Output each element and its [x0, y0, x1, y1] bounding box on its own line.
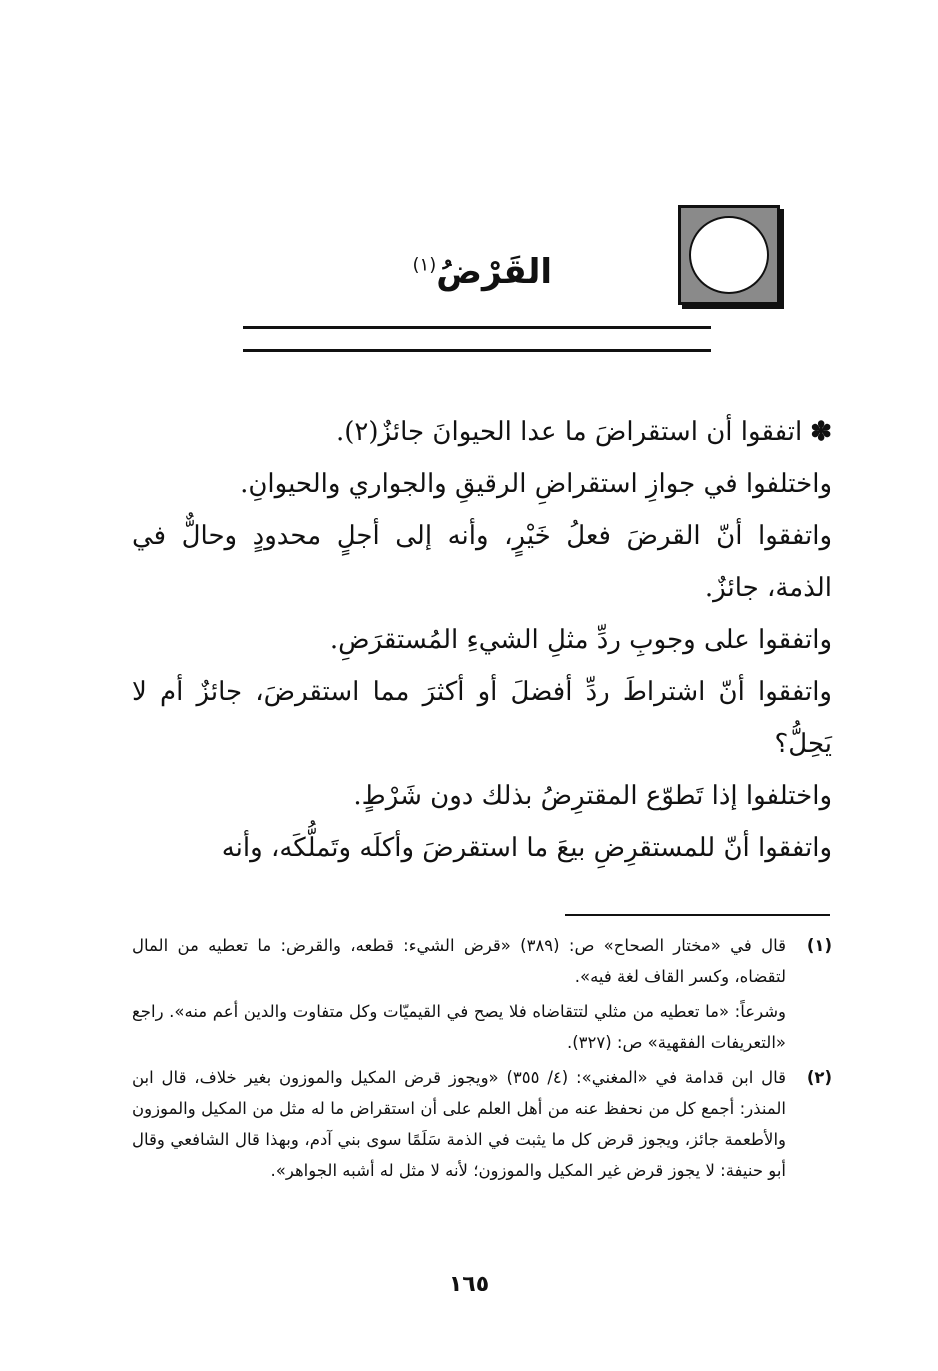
paragraph-text: واتفقوا على وجوبِ ردِّ مثلِ الشيءِ المُستقرَضِ. [329, 625, 832, 655]
chapter-title-text: القَرْضُ [436, 252, 552, 292]
title-rule-bottom [243, 349, 711, 352]
page-number: ١٦٥ [448, 1272, 490, 1297]
footnote-1 [132, 930, 832, 992]
ornament-circle [689, 216, 769, 294]
chapter-title-footnote-ref: (١) [412, 254, 437, 276]
footnote-2 [132, 1062, 832, 1186]
paragraph-text: واتفقوا أنّ اشتراطَ ردِّ أفضلَ أو أكثرَ مما استقرضَ، جائزٌ أم لا يَحِلُّ؟ [132, 677, 832, 759]
paragraph [132, 666, 832, 770]
footnote-text: وشرعاً: «ما تعطيه من مثلي لتتقاضاه فلا يصح في القيميّات وكل متفاوت والدين أعم منه». راجع «التعريفات الفقهية» ص: (٣٢٧). [132, 1002, 786, 1052]
paragraph [132, 770, 832, 822]
footnotes [132, 930, 832, 1190]
paragraph-text: واتفقوا أنّ للمستقرِضِ بيعَ ما استقرضَ وأكلَه وتَملُّكَه، وأنه [221, 833, 832, 863]
paragraph [132, 510, 832, 614]
paragraph [132, 822, 832, 874]
footnote-number: (٢) [806, 1068, 832, 1087]
main-text [132, 406, 832, 874]
title-rule-top [243, 326, 711, 329]
paragraph [132, 458, 832, 510]
paragraph-text: واختلفوا إذا تَطوّع المقترِضُ بذلك دون شَرْطٍ. [353, 781, 832, 811]
paragraph-text: واختلفوا في جوازِ استقراضِ الرقيقِ والجواري والحيوانِ. [240, 469, 832, 499]
footnote-1-continuation [132, 996, 832, 1058]
footnote-separator [565, 914, 830, 916]
footnote-number: (١) [806, 936, 832, 955]
footnote-text: قال ابن قدامة في «المغني»: (٤/ ٣٥٥) «ويجوز قرض المكيل والموزون بغير خلاف، قال ابن المنذر: أجمع كل من نحفظ عنه من أهل العلم على أن استقراض ما له مثل من المكيل والموزون والأطعمة جائز، ويجوز قرض كل ما يثبت في الذمة سَلَمًا سوى بني آدم، وبهذا قال الشافعي وقال أبو حنيفة: لا يجوز قرض غير المكيل والموزون؛ لأنه لا مثل له أشبه الجواهر». [132, 1068, 786, 1180]
chapter-ornament-icon [678, 205, 780, 305]
chapter-title [412, 252, 552, 292]
footnote-number [786, 996, 832, 1058]
paragraph-text: واتفقوا أنّ القرضَ فعلُ خَيْرٍ، وأنه إلى أجلٍ محدودٍ وحالٌّ في الذمة، جائزٌ. [132, 521, 832, 603]
footnote-text: قال في «مختار الصحاح» ص: (٣٨٩) «قرض الشيء: قطعه، والقرض: ما تعطيه من المال لتقضاه، وكسر القاف لغة فيه». [132, 936, 786, 986]
paragraph [132, 406, 832, 458]
paragraph [132, 614, 832, 666]
asterisk-marker-icon: ✽ [810, 417, 832, 447]
paragraph-text: اتفقوا أن استقراضَ ما عدا الحيوانَ جائزٌ(٢). [336, 417, 803, 447]
